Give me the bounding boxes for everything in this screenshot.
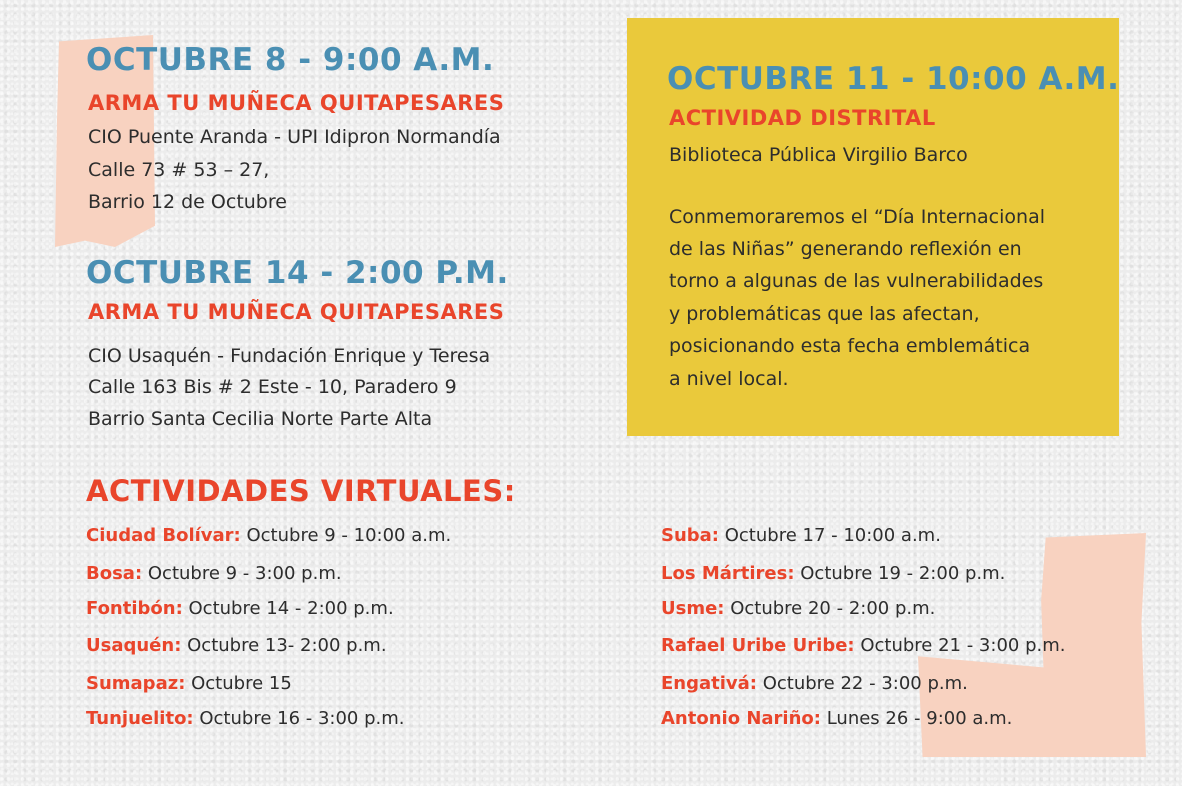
virtual-location: Engativá: [661,673,757,694]
virtual-location: Suba: [661,525,720,546]
virtual-schedule: Octubre 16 - 3:00 p.m. [193,708,405,729]
event1-line: Barrio 12 de Octubre [88,191,287,213]
event2-line: Barrio Santa Cecilia Norte Parte Alta [88,408,433,430]
event1-date: OCTUBRE 8 - 9:00 A.M. [86,42,495,78]
virtual-row [661,600,935,618]
virtual-schedule: Octubre 17 - 10:00 a.m. [719,525,941,546]
virtual-location: Usaquén: [86,635,182,656]
virtual-schedule: Octubre 21 - 3:00 p.m. [854,635,1066,656]
virtual-schedule: Octubre 19 - 2:00 p.m. [794,563,1006,584]
virtual-row [86,710,405,728]
event1-line: CIO Puente Aranda - UPI Idipron Normandía [88,126,501,148]
virtual-row [86,527,451,545]
virtual-location: Rafael Uribe Uribe: [661,635,855,656]
event3-description-line: torno a algunas de las vulnerabilidades [669,270,1044,292]
event3-activity: ACTIVIDAD DISTRITAL [669,106,936,130]
event3-description-line: Conmemoraremos el “Día Internacional [669,206,1045,228]
virtual-location: Los Mártires: [661,563,795,584]
event1-activity: ARMA TU MUÑECA QUITAPESARES [88,91,505,115]
virtual-row [661,527,941,545]
virtual-location: Sumapaz: [86,673,186,694]
virtual-activities-title: ACTIVIDADES VIRTUALES: [86,474,516,508]
virtual-schedule: Octubre 9 - 3:00 p.m. [142,563,342,584]
virtual-location: Tunjuelito: [86,708,194,729]
event2-activity: ARMA TU MUÑECA QUITAPESARES [88,300,505,324]
virtual-row [86,637,387,655]
event3-description-line: y problemáticas que las afectan, [669,303,980,325]
event3-venue: Biblioteca Pública Virgilio Barco [669,144,968,166]
virtual-schedule: Octubre 20 - 2:00 p.m. [724,598,936,619]
virtual-schedule: Octubre 15 [185,673,292,694]
virtual-location: Antonio Nariño: [661,708,821,729]
virtual-location: Fontibón: [86,598,183,619]
virtual-row [86,565,342,583]
virtual-location: Ciudad Bolívar: [86,525,241,546]
event2-line: CIO Usaquén - Fundación Enrique y Teresa [88,345,491,367]
virtual-schedule: Lunes 26 - 9:00 a.m. [820,708,1013,729]
event1-line: Calle 73 # 53 – 27, [88,159,270,181]
virtual-row [661,675,968,693]
event3-description-line: a nivel local. [669,368,789,390]
virtual-schedule: Octubre 13- 2:00 p.m. [181,635,387,656]
event3-description-line: de las Niñas” generando reflexión en [669,238,1022,260]
event3-description-line: posicionando esta fecha emblemática [669,335,1031,357]
virtual-row [661,565,1005,583]
event2-date: OCTUBRE 14 - 2:00 P.M. [86,255,509,291]
virtual-row [86,675,292,693]
virtual-location: Bosa: [86,563,143,584]
virtual-location: Usme: [661,598,725,619]
event3-date: OCTUBRE 11 - 10:00 A.M. [667,61,1120,97]
virtual-row [86,600,394,618]
virtual-schedule: Octubre 14 - 2:00 p.m. [182,598,394,619]
event2-line: Calle 163 Bis # 2 Este - 10, Paradero 9 [88,376,457,398]
virtual-schedule: Octubre 9 - 10:00 a.m. [240,525,452,546]
virtual-row [661,710,1012,728]
virtual-schedule: Octubre 22 - 3:00 p.m. [757,673,968,694]
virtual-row [661,637,1065,655]
